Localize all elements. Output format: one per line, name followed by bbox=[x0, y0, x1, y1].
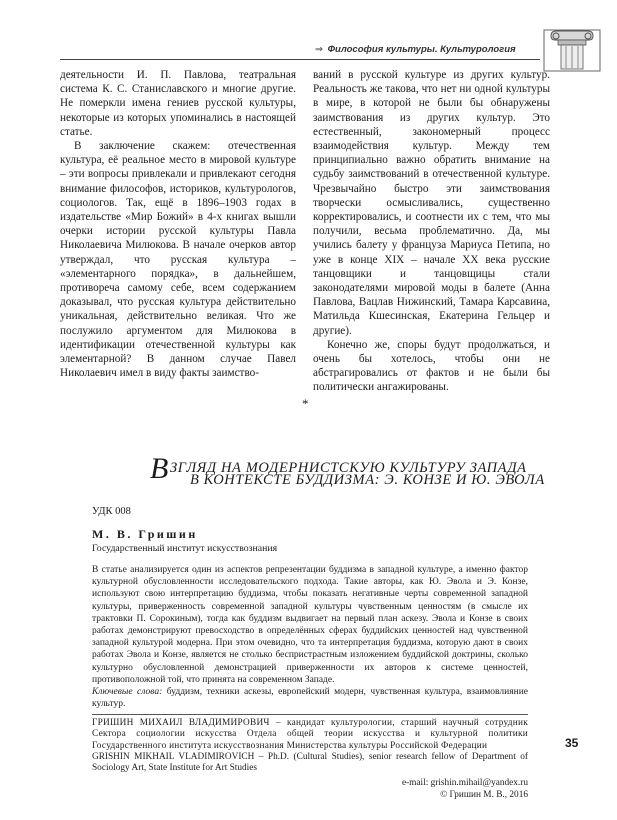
author-institute: Государственный институт искусствознания bbox=[92, 543, 278, 554]
left-paragraph-2: В заключение скажем: отечественная культура, её реальное место в мировой культуре – эти вопросы привлекали и привлекают сегодня внимание философов, историков, культурологов, социологов. Так, ещё в 1896–1903 годах в издательстве «Мир Божий» в 4-х книгах вышли очерки истории русской культуры Павла Николаевича Милюкова. В начале очерков автор утверждал, что русская культура – «элементарного порядка», в дальнейшем, противореча самому себе, всем содержанием доказывал, что русская культура действительно уникальная, действительно великая. Что же послужило аргументом для Милюкова в идентификации отечественной культуры как элементарной? В данном случае Павел Николаевич имел в виду факты заимство- bbox=[60, 140, 296, 380]
title-line-1-text: ЗГЛЯД НА МОДЕРНИСТСКУЮ КУЛЬТУРУ ЗАПАДА bbox=[169, 460, 527, 476]
author-info bbox=[92, 718, 528, 774]
title-initial: В bbox=[150, 452, 169, 485]
left-column bbox=[60, 68, 296, 380]
article-title-line-2: В КОНТЕКСТЕ БУДДИЗМА: Э. КОНЗЕ И Ю. ЭВОЛА bbox=[190, 472, 545, 488]
running-head-text: Философия культуры. Культурология bbox=[327, 44, 516, 55]
author-name: М. В. Гришин bbox=[92, 527, 198, 541]
abstract-text: В статье анализируется один из аспектов репрезентации буддизма в западной культуре, а именно фактор культурной обусловленности исследовательского подхода. Такие авторы, как Ю. Эвола и Э. Конзе, используют свою интерпретацию буддизма, чтобы показать негативные черты современной западной культуры, приверженность современной западной культуры чувственным ценностям (в смысле их трактовки П. Сорокиным), тогда как буддизм выдвигает на первый план аскезу. Эвола и Конзе в своих работах демонстрируют превосходство в определённых сферах буддийских ценностей над чувственной западной культурой модерна. При этом очевидно, что та интерпретация буддизма, которую дают в своих работах Эвола и Конзе, является не столько беспристрастным изложением буддийской доктрины, сколько культурно обусловленной демонстрацией приверженности их авторов к системе ценностей, противоположной той, что принята на современном Западе. bbox=[92, 565, 528, 685]
abstract bbox=[92, 564, 528, 710]
author-info-en: GRISHIN MIKHAIL VLADIMIROVICH – Ph.D. (Cultural Studies), senior research fellow of Department of Sociology Art, State Institute for Art Studies bbox=[92, 751, 528, 774]
right-column bbox=[313, 68, 550, 395]
copyright: © Гришин М. В., 2016 bbox=[440, 790, 528, 800]
footer-rule bbox=[92, 714, 528, 715]
arrow-icon: ⇒ bbox=[315, 44, 323, 55]
column-capital-icon bbox=[543, 22, 601, 72]
email: e-mail: grishin.mihail@yandex.ru bbox=[401, 778, 528, 788]
header-rule bbox=[60, 59, 540, 60]
keywords-text: буддизм, техники аскезы, европейский модерн, чувственная культура, взаимовлияние культур. bbox=[92, 687, 528, 710]
keywords-label: Ключевые слова: bbox=[92, 687, 163, 698]
keywords bbox=[92, 686, 528, 710]
page-number: 35 bbox=[565, 736, 579, 750]
udk-code: УДК 008 bbox=[92, 506, 131, 517]
right-paragraph-1: ваний в русской культуре из других культур. Реальность же такова, что нет ни одной культуры в мире, в которой не были бы обнаружены заимствования из других культур. Это естественный, закономерный процесс взаимодействия культур. Между тем принципиально важно обратить внимание на судьбу заимствований в отечественной культуре. Чрезвычайно быстро эти заимствования творчески осмысливались, существенно корректировались, и соотнести их с тем, что мы получили, весьма проблематично. Да, мы учились балету у француза Мариуса Петипа, но уже в конце XIX – начале XX века русские танцовщики и танцовщицы стали законодателями мировой моды в балете (Анна Павлова, Вацлав Нижинский, Тамара Карсавина, Матильда Кшесинская, Екатерина Гельцер и другие). bbox=[313, 69, 550, 337]
contacts bbox=[330, 777, 528, 801]
section-separator: * bbox=[302, 396, 309, 411]
left-paragraph-1: деятельности И. П. Павлова, театральная система К. С. Станиславского и многие другие. Не померкли имена гениев русской культуры, некоторые из которых упоминались в настоящей статье. bbox=[60, 69, 296, 138]
right-paragraph-2: Конечно же, споры будут продолжаться, и очень бы хотелось, чтобы они не абстрагировались от фактов и не были бы политически ангажированы. bbox=[313, 338, 550, 394]
author-info-ru: ГРИШИН МИХАИЛ ВЛАДИМИРОВИЧ – кандидат культурологии, старший научный сотрудник Сектора социологии искусства Отдела общей теории искусства и культурной политики Государственного института искусствознания Министерства культуры Российской Федерации bbox=[92, 718, 528, 751]
running-head bbox=[315, 44, 516, 55]
